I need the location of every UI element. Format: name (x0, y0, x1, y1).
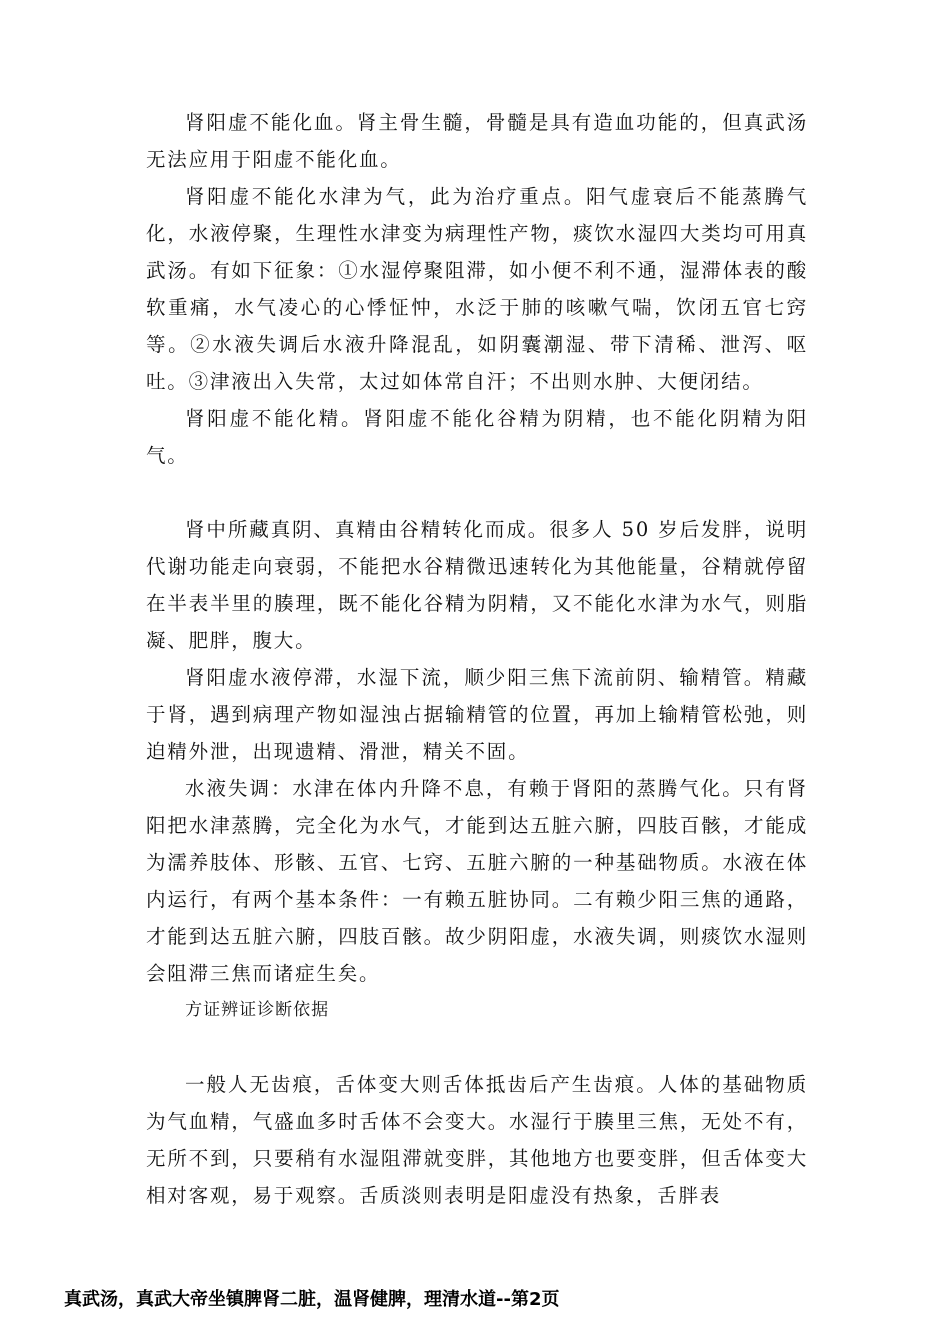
page-footer: 真武汤，真武大帝坐镇脾肾二脏，温肾健脾，理清水道--第2页 (64, 1289, 560, 1310)
section-heading: 方证辨证诊断依据 (185, 1000, 330, 1020)
paragraph-gap (146, 474, 808, 511)
paragraph-kidney-yang-blood: 肾阳虚不能化血。肾主骨生髓，骨髓是具有造血功能的，但真武汤无法应用于阳虚不能化血。 (146, 111, 808, 171)
paragraph-gap (146, 1029, 808, 1066)
paragraph-fluid-disorder: 水液失调：水津在体内升降不息，有赖于肾阳的蒸腾气化。只有肾阳把水津蒸腾，完全化为水气，才能到达五脏六腑，四肢百骸，才能成为濡养肢体、形骸、五官、七窍、五脏六腑的一种基础物质。水液在体内运行，有两个基本条件：一有赖五脏协同。二有赖少阳三焦的通路，才能到达五脏六腑，四肢百骸。故少阴阳虚，水液失调，则痰饮水湿则会阻滞三焦而诸症生矣。 (146, 777, 808, 985)
paragraph-tongue-marks: 一般人无齿痕，舌体变大则舌体抵齿后产生齿痕。人体的基础物质为气血精，气盛血多时舌体不会变大。水湿行于腠里三焦，无处不有，无所不到，只要稍有水湿阻滞就变胖，其他地方也要变胖，但舌体变大相对客观，易于观察。舌质淡则表明是阳虚没有热象，舌胖表 (146, 1073, 808, 1207)
paragraph-true-essence: 肾中所藏真阴、真精由谷精转化而成。很多人 50 岁后发胖，说明代谢功能走向衰弱，不能把水谷精微迅速转化为其他能量，谷精就停留在半表半里的腠理，既不能化谷精为阴精，又不能化水津为水气，则脂凝、肥胖，腹大。 (146, 518, 808, 652)
paragraph-kidney-yang-essence: 肾阳虚不能化精。肾阳虚不能化谷精为阴精，也不能化阴精为阳气。 (146, 407, 808, 467)
page-body (146, 104, 808, 1214)
paragraph-water-stagnation: 肾阳虚水液停滞，水湿下流，顺少阳三焦下流前阴、输精管。精藏于肾，遇到病理产物如湿浊占据输精管的位置，再加上输精管松弛，则迫精外泄，出现遗精、滑泄，精关不固。 (146, 666, 808, 763)
paragraph-kidney-yang-water: 肾阳虚不能化水津为气，此为治疗重点。阳气虚衰后不能蒸腾气化，水液停聚，生理性水津变为病理性产物，痰饮水湿四大类均可用真武汤。有如下征象：①水湿停聚阻滞，如小便不利不通，湿滞体表的酸软重痛，水气凌心的心悸怔忡，水泛于肺的咳嗽气喘，饮闭五官七窍等。②水液失调后水液升降混乱，如阴囊潮湿、带下清稀、泄泻、呕吐。③津液出入失常，太过如体常自汗；不出则水肿、大便闭结。 (146, 185, 808, 393)
